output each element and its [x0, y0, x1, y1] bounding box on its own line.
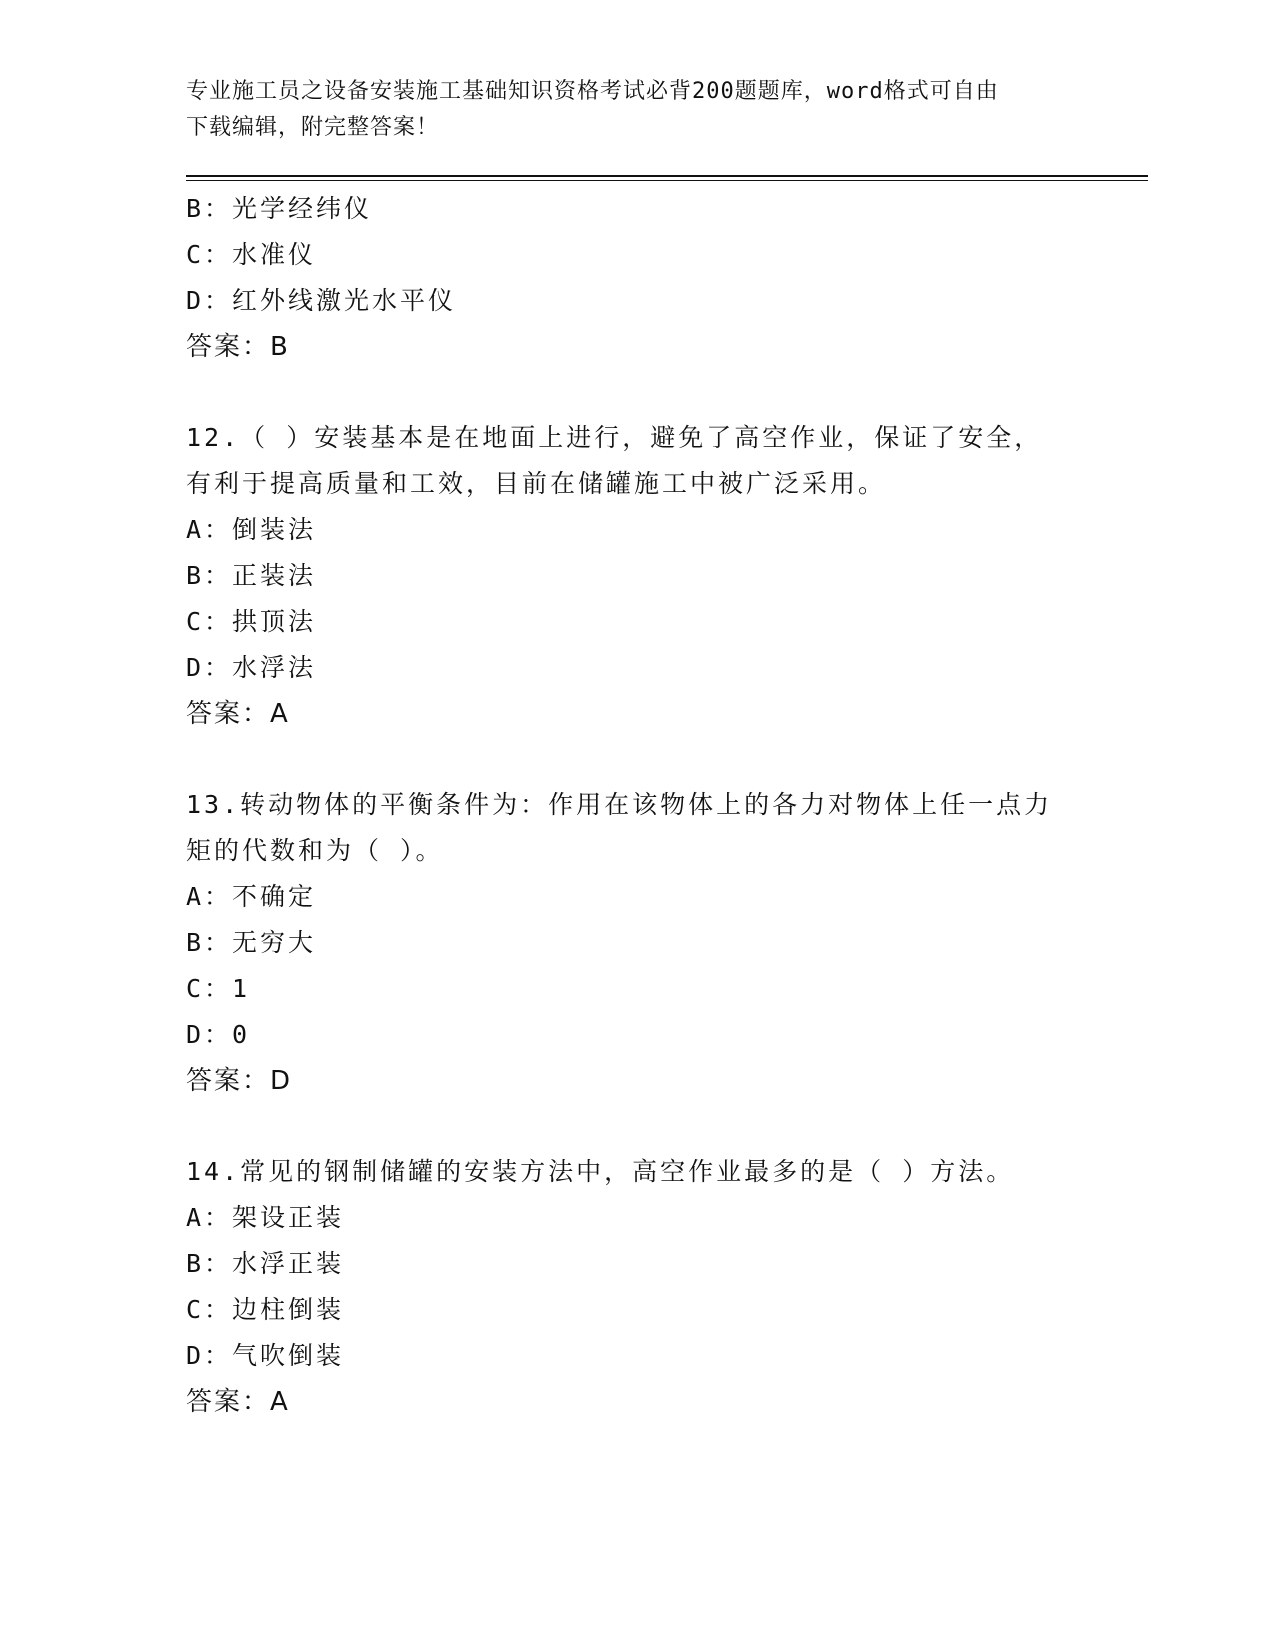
header-line-2: 下载编辑，附完整答案！: [186, 115, 440, 140]
header-line-1: 专业施工员之设备安装施工基础知识资格考试必背200题题库，word格式可自由: [186, 79, 999, 104]
option-c: C：边柱倒装: [186, 1295, 345, 1324]
option-c: C：水准仪: [186, 240, 317, 269]
spacer: [186, 370, 1086, 415]
spacer: [186, 1104, 1086, 1149]
document-header: [186, 74, 1066, 146]
question-11-continuation: [186, 186, 1086, 370]
question-14: [186, 1149, 1086, 1425]
option-a: A：倒装法: [186, 515, 317, 544]
question-stem-line-1: 12.（ ）安装基本是在地面上进行，避免了高空作业，保证了安全，: [186, 423, 1043, 452]
option-b: B：无穷大: [186, 928, 317, 957]
question-list: [186, 186, 1086, 1425]
option-d: D：水浮法: [186, 653, 317, 682]
option-c: C：1: [186, 974, 251, 1003]
option-a: A：不确定: [186, 882, 317, 911]
spacer: [186, 737, 1086, 782]
question-12: [186, 415, 1086, 737]
option-b: B：光学经纬仪: [186, 194, 373, 223]
option-a: A：架设正装: [186, 1203, 345, 1232]
answer: 答案：A: [186, 1387, 290, 1417]
header-rule-thin: [186, 180, 1148, 181]
question-stem-line-1: 13.转动物体的平衡条件为：作用在该物体上的各力对物体上任一点力: [186, 790, 1053, 819]
question-stem-line-2: 有利于提高质量和工效，目前在储罐施工中被广泛采用。: [186, 469, 887, 498]
answer: 答案：A: [186, 699, 290, 729]
option-b: B：水浮正装: [186, 1249, 345, 1278]
option-c: C：拱顶法: [186, 607, 317, 636]
answer: 答案：B: [186, 332, 290, 362]
option-b: B：正装法: [186, 561, 317, 590]
question-stem-line-1: 14.常见的钢制储罐的安装方法中，高空作业最多的是（ ）方法。: [186, 1157, 1015, 1186]
question-13: [186, 782, 1086, 1104]
option-d: D：0: [186, 1020, 251, 1049]
question-stem-line-2: 矩的代数和为（ ）。: [186, 836, 444, 865]
option-d: D：气吹倒装: [186, 1341, 345, 1370]
option-d: D：红外线激光水平仪: [186, 286, 457, 315]
answer: 答案：D: [186, 1066, 293, 1096]
header-rule-thick: [186, 175, 1148, 177]
